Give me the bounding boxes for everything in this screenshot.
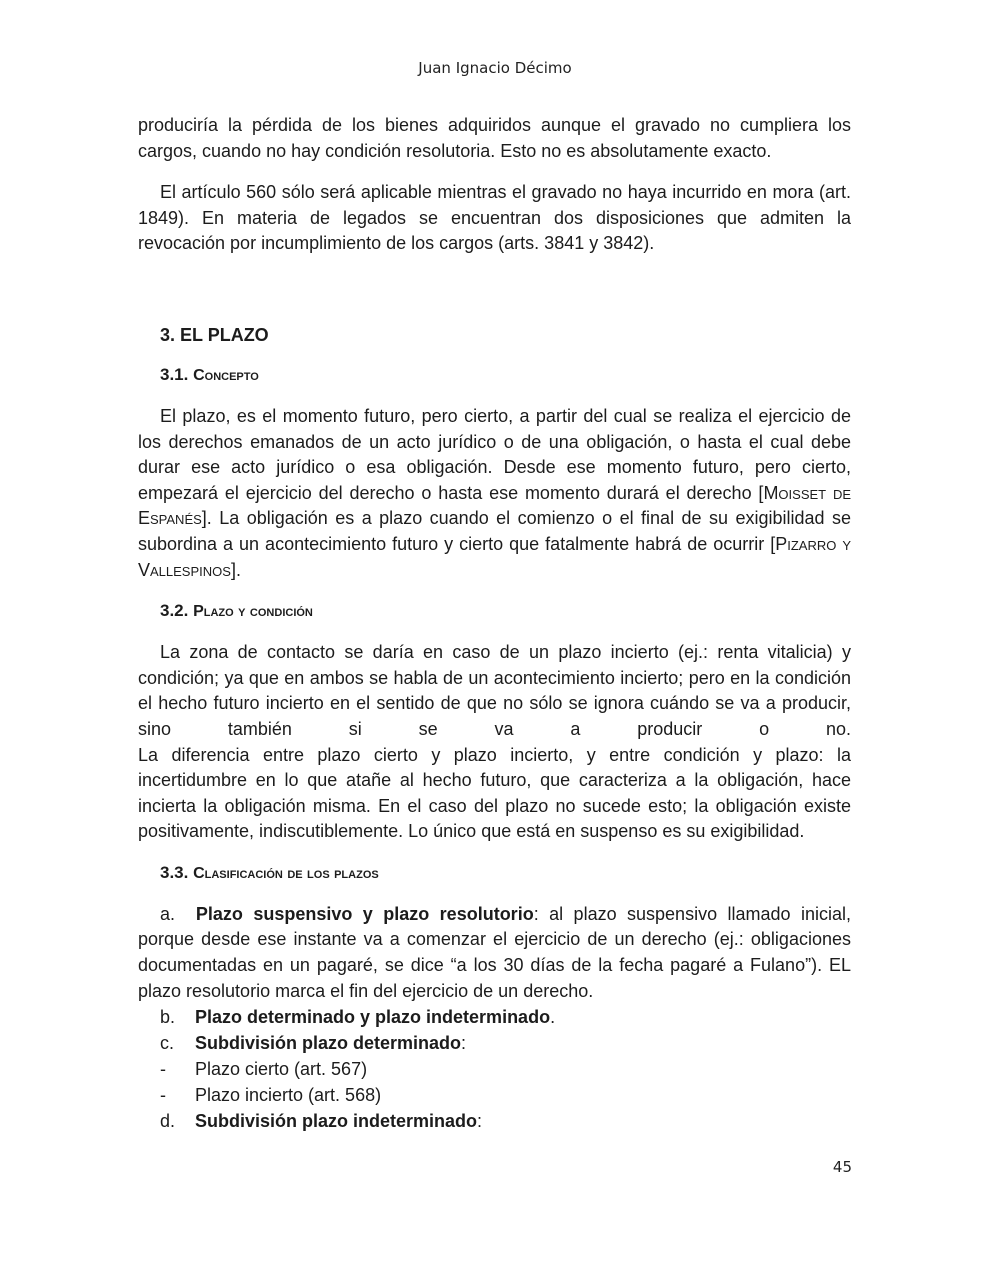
page-body	[138, 113, 851, 1134]
subsection-title: Concepto	[193, 366, 259, 384]
subsection-heading-plazo-condicion	[160, 599, 851, 624]
paragraph-concepto	[138, 404, 851, 583]
text-run: ]. La obligación es a plazo cuando el comienzo o el final de su exigibilidad se subordina a un acontecimiento futuro y cierto que fatalmente habrá de ocurrir [	[138, 508, 851, 554]
dash-marker: -	[160, 1059, 166, 1080]
subsection-number: 3.1.	[160, 364, 189, 384]
section-heading-plazo: 3. EL PLAZO	[160, 324, 269, 345]
text-run: El plazo, es el momento futuro, pero cierto, a partir del cual se realiza el ejercicio de los derechos emanados de un acto jurídico o de una obligación, o hasta el cual debe durar ese acto jurídico o esa obligación. Desde ese momento futuro, pero cierto, empezará el ejercicio del derecho o hasta ese momento durará el derecho [	[138, 405, 851, 503]
running-header: Juan Ignacio Décimo	[418, 59, 572, 77]
list-item-term: Plazo suspensivo y plazo resolutorio	[195, 903, 534, 924]
subsection-number: 3.3.	[160, 862, 189, 882]
list-item-c	[138, 1030, 851, 1056]
subsection-title: Plazo y condición	[193, 603, 313, 621]
list-item-term: Subdivisión plazo indeterminado	[195, 1111, 478, 1132]
page-number: 45	[832, 1158, 852, 1176]
paragraph-zona-contacto: La zona de contacto se daría en caso de un plazo incierto (ej.: renta vitalicia) y condición; ya que en ambos se habla de un acontecimiento incierto; pero en la condición el hecho futuro incierto en el sentido de que no sólo se ignora cuándo se va a producir, sino también si se va a producir o no.	[138, 642, 851, 739]
list-item-a	[138, 902, 851, 1004]
subsection-title: Clasificación de los plazos	[193, 864, 379, 882]
list-item-tail: .	[550, 1007, 556, 1028]
paragraph-article-560: El artículo 560 sólo será aplicable mientras el gravado no haya incurrido en mora (art. 1849). En materia de legados se encuentran dos disposiciones que admiten la revocación por incumplimiento de los cargos (arts. 3841 y 3842).	[138, 182, 851, 254]
list-item-text: Plazo incierto (art. 568)	[195, 1085, 382, 1106]
list-marker: b.	[160, 1007, 176, 1028]
subsection-heading-concepto	[160, 363, 851, 388]
paragraph-continuation: produciría la pérdida de los bienes adquiridos aunque el gravado no cumpliera los cargos, cuando no hay condición resolutoria. Esto no es absolutamente exacto.	[138, 115, 851, 161]
list-marker: a.	[160, 903, 176, 924]
text-run: ].	[230, 559, 241, 580]
list-item-tail: :	[461, 1033, 467, 1054]
subsection-number: 3.2.	[160, 601, 189, 621]
citation-moisset: Moisset de Espanés	[138, 482, 852, 529]
list-dash-item	[138, 1056, 851, 1082]
list-item-b	[138, 1004, 851, 1030]
list-dash-item	[138, 1082, 851, 1108]
list-marker: c.	[160, 1033, 175, 1054]
paragraph-diferencia: La diferencia entre plazo cierto y plazo incierto, y entre condición y plazo: la incertidumbre en lo que atañe al hecho futuro, que caracteriza a la obligación, hace incierta la obligación misma. En el caso del plazo no sucede esto; la obligación existe positivamente, indiscutiblemente. Lo único que está en suspenso es su exigibilidad.	[138, 744, 851, 842]
subsection-heading-clasificacion	[160, 861, 851, 886]
dash-marker: -	[160, 1085, 166, 1106]
citation-pizarro: Pizarro y Vallespinos	[138, 533, 851, 580]
list-item-tail: :	[477, 1111, 483, 1132]
list-item-d	[138, 1108, 851, 1134]
list-item-text: Plazo cierto (art. 567)	[195, 1059, 368, 1080]
list-marker: d.	[160, 1111, 176, 1132]
list-item-term: Plazo determinado y plazo indeterminado	[195, 1007, 551, 1028]
list-item-text: : al plazo suspensivo llamado inicial, porque desde ese instante va a comenzar el ejercicio de un derecho (ej.: obligaciones documentadas en un pagaré, se dice “a los 30 días de la fecha pagaré a Fulano”). EL plazo resolutorio marca el fin del ejercicio de un derecho.	[138, 903, 851, 1001]
list-item-term: Subdivisión plazo determinado	[195, 1033, 462, 1054]
